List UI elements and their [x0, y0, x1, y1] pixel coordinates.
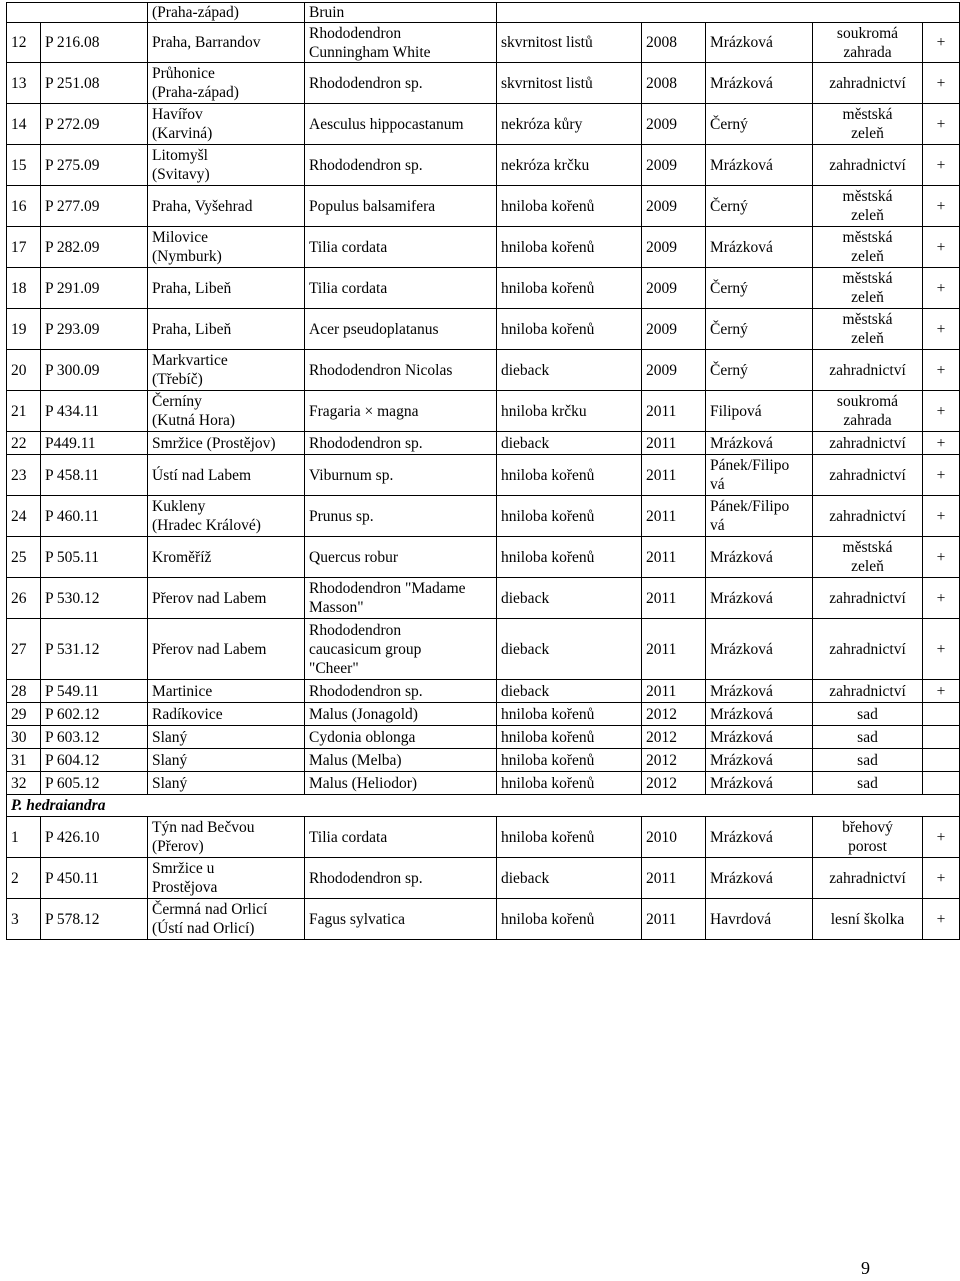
cell-author: Pánek/Filipo vá — [706, 455, 813, 496]
cell-symptom: hniloba kořenů — [497, 772, 642, 795]
cell-code: P449.11 — [41, 432, 148, 455]
cell-code: P 291.09 — [41, 268, 148, 309]
cell-symptom: skvrnitost listů — [497, 23, 642, 63]
cell-empty — [7, 3, 148, 23]
cell-number: 29 — [7, 703, 41, 726]
cell-number: 18 — [7, 268, 41, 309]
cell-site: zahradnictví — [813, 578, 923, 619]
cell-site: zahradnictví — [813, 350, 923, 391]
cell-symptom: hniloba kořenů — [497, 703, 642, 726]
cell-year: 2009 — [642, 145, 706, 186]
cell-year: 2012 — [642, 703, 706, 726]
cell-year: 2011 — [642, 578, 706, 619]
cell-locality: Čermná nad Orlicí (Ústí nad Orlicí) — [148, 899, 305, 940]
cell-code: P 272.09 — [41, 104, 148, 145]
page-number: 9 — [861, 1258, 870, 1278]
cell-locality: Slaný — [148, 726, 305, 749]
cell-number: 30 — [7, 726, 41, 749]
cell-author: Mrázková — [706, 63, 813, 104]
cell-symptom: hniloba krčku — [497, 391, 642, 432]
cell-code: P 251.08 — [41, 63, 148, 104]
cell-code: P 530.12 — [41, 578, 148, 619]
table-row — [7, 227, 960, 268]
cell-author: Černý — [706, 309, 813, 350]
cell-number: 3 — [7, 899, 41, 940]
cell-year: 2009 — [642, 350, 706, 391]
cell-author: Mrázková — [706, 578, 813, 619]
cell-author: Černý — [706, 104, 813, 145]
cell-site: lesní školka — [813, 899, 923, 940]
cell-author: Filipová — [706, 391, 813, 432]
cell-number: 15 — [7, 145, 41, 186]
cell-code: P 603.12 — [41, 726, 148, 749]
cell-locality: Slaný — [148, 749, 305, 772]
cell-site: zahradnictví — [813, 145, 923, 186]
cell-code: P 434.11 — [41, 391, 148, 432]
cell-locality: Praha, Libeň — [148, 309, 305, 350]
cell-site: zahradnictví — [813, 432, 923, 455]
cell-mark: + — [923, 63, 960, 104]
cell-symptom: hniloba kořenů — [497, 268, 642, 309]
cell-host: Rhododendron Cunningham White — [305, 23, 497, 63]
cell-year: 2012 — [642, 749, 706, 772]
cell-symptom: hniloba kořenů — [497, 186, 642, 227]
cell-mark — [923, 726, 960, 749]
cell-site: sad — [813, 703, 923, 726]
cell-locality: Přerov nad Labem — [148, 619, 305, 680]
cell-number: 20 — [7, 350, 41, 391]
cell-host: Acer pseudoplatanus — [305, 309, 497, 350]
cell-mark: + — [923, 391, 960, 432]
cell-code: P 275.09 — [41, 145, 148, 186]
cell-locality: Přerov nad Labem — [148, 578, 305, 619]
cell-author: Černý — [706, 268, 813, 309]
cell-author: Havrdová — [706, 899, 813, 940]
cell-site: sad — [813, 749, 923, 772]
cell-code: P 602.12 — [41, 703, 148, 726]
table-row — [7, 186, 960, 227]
cell-author: Mrázková — [706, 858, 813, 899]
cell-locality: Kroměříž — [148, 537, 305, 578]
cell-year: 2011 — [642, 455, 706, 496]
cell-host: Fagus sylvatica — [305, 899, 497, 940]
table-row — [7, 578, 960, 619]
cell-number: 19 — [7, 309, 41, 350]
table-row — [7, 858, 960, 899]
cell-host: Tilia cordata — [305, 227, 497, 268]
cell-locality: Černíny (Kutná Hora) — [148, 391, 305, 432]
cell-symptom: hniloba kořenů — [497, 899, 642, 940]
cell-symptom: dieback — [497, 680, 642, 703]
cell-code: P 426.10 — [41, 817, 148, 858]
cell-site: městská zeleň — [813, 309, 923, 350]
cell-code: P 505.11 — [41, 537, 148, 578]
cell-host: Rhododendron sp. — [305, 432, 497, 455]
cell-year: 2009 — [642, 186, 706, 227]
cell-number: 31 — [7, 749, 41, 772]
cell-symptom: dieback — [497, 578, 642, 619]
cell-mark: + — [923, 227, 960, 268]
cell-number: 25 — [7, 537, 41, 578]
cell-mark: + — [923, 817, 960, 858]
cell-site: soukromá zahrada — [813, 23, 923, 63]
cell-locality: Martinice — [148, 680, 305, 703]
cell-year: 2009 — [642, 104, 706, 145]
cell-year: 2011 — [642, 432, 706, 455]
table-row — [7, 899, 960, 940]
cell-symptom: hniloba kořenů — [497, 726, 642, 749]
cell-symptom: dieback — [497, 432, 642, 455]
cell-mark: + — [923, 145, 960, 186]
cell-mark: + — [923, 578, 960, 619]
cell-locality: Kukleny (Hradec Králové) — [148, 496, 305, 537]
cell-author: Mrázková — [706, 680, 813, 703]
cell-locality: Smržice (Prostějov) — [148, 432, 305, 455]
cell-mark: + — [923, 432, 960, 455]
cell-author: Mrázková — [706, 537, 813, 578]
cell-locality: Průhonice (Praha-západ) — [148, 63, 305, 104]
cell-host: Rhododendron sp. — [305, 858, 497, 899]
cell-symptom: skvrnitost listů — [497, 63, 642, 104]
table-row — [7, 268, 960, 309]
cell-symptom: hniloba kořenů — [497, 537, 642, 578]
cell-author: Mrázková — [706, 726, 813, 749]
table-row — [7, 619, 960, 680]
cell-mark: + — [923, 899, 960, 940]
cell-site: soukromá zahrada — [813, 391, 923, 432]
cell-mark: + — [923, 186, 960, 227]
cell-host: Rhododendron sp. — [305, 145, 497, 186]
section-title: P. hedraiandra — [7, 795, 960, 817]
cell-site: městská zeleň — [813, 186, 923, 227]
cell-host: Viburnum sp. — [305, 455, 497, 496]
cell-site: zahradnictví — [813, 680, 923, 703]
cell-year: 2010 — [642, 817, 706, 858]
cell-symptom: hniloba kořenů — [497, 227, 642, 268]
table-row — [7, 749, 960, 772]
cell-mark: + — [923, 104, 960, 145]
table-row — [7, 703, 960, 726]
cell-year: 2008 — [642, 23, 706, 63]
cell-locality: Radíkovice — [148, 703, 305, 726]
cell-locality: (Praha-západ) — [148, 3, 305, 23]
cell-number: 24 — [7, 496, 41, 537]
table-row — [7, 350, 960, 391]
cell-locality: Praha, Barrandov — [148, 23, 305, 63]
cell-locality: Praha, Libeň — [148, 268, 305, 309]
cell-host: Malus (Heliodor) — [305, 772, 497, 795]
cell-author: Mrázková — [706, 227, 813, 268]
cell-year: 2009 — [642, 309, 706, 350]
cell-mark: + — [923, 455, 960, 496]
table-row — [7, 680, 960, 703]
cell-mark: + — [923, 350, 960, 391]
cell-host: Rhododendron Nicolas — [305, 350, 497, 391]
cell-mark — [923, 772, 960, 795]
cell-number: 16 — [7, 186, 41, 227]
cell-year: 2011 — [642, 496, 706, 537]
cell-number: 26 — [7, 578, 41, 619]
cell-symptom: hniloba kořenů — [497, 309, 642, 350]
cell-year: 2008 — [642, 63, 706, 104]
table-row — [7, 772, 960, 795]
cell-symptom: hniloba kořenů — [497, 496, 642, 537]
cell-host: Rhododendron sp. — [305, 680, 497, 703]
table-row — [7, 726, 960, 749]
table-row — [7, 309, 960, 350]
cell-author: Mrázková — [706, 23, 813, 63]
cell-author: Černý — [706, 186, 813, 227]
cell-locality: Havířov (Karviná) — [148, 104, 305, 145]
cell-symptom: dieback — [497, 619, 642, 680]
cell-site: sad — [813, 772, 923, 795]
cell-number: 21 — [7, 391, 41, 432]
cell-symptom: nekróza kůry — [497, 104, 642, 145]
cell-locality: Týn nad Bečvou (Přerov) — [148, 817, 305, 858]
cell-mark: + — [923, 23, 960, 63]
cell-year: 2011 — [642, 680, 706, 703]
cell-year: 2011 — [642, 619, 706, 680]
cell-code: P 300.09 — [41, 350, 148, 391]
cell-code: P 293.09 — [41, 309, 148, 350]
cell-host: Rhododendron "Madame Masson" — [305, 578, 497, 619]
cell-author: Mrázková — [706, 432, 813, 455]
cell-code: P 216.08 — [41, 23, 148, 63]
cell-code: P 277.09 — [41, 186, 148, 227]
cell-mark: + — [923, 309, 960, 350]
table-row — [7, 432, 960, 455]
cell-mark: + — [923, 619, 960, 680]
cell-author: Černý — [706, 350, 813, 391]
cell-number: 22 — [7, 432, 41, 455]
cell-year: 2009 — [642, 268, 706, 309]
cell-author: Mrázková — [706, 817, 813, 858]
cell-year: 2011 — [642, 537, 706, 578]
cell-year: 2011 — [642, 391, 706, 432]
cell-locality: Smržice u Prostějova — [148, 858, 305, 899]
cell-site: městská zeleň — [813, 268, 923, 309]
cell-locality: Milovice (Nymburk) — [148, 227, 305, 268]
cell-host: Fragaria × magna — [305, 391, 497, 432]
cell-host: Populus balsamifera — [305, 186, 497, 227]
cell-author: Mrázková — [706, 703, 813, 726]
cell-site: zahradnictví — [813, 63, 923, 104]
cell-host: Quercus robur — [305, 537, 497, 578]
table-row — [7, 391, 960, 432]
cell-site: městská zeleň — [813, 104, 923, 145]
cell-host: Malus (Jonagold) — [305, 703, 497, 726]
isolates-table — [6, 2, 960, 940]
cell-number: 28 — [7, 680, 41, 703]
cell-number: 12 — [7, 23, 41, 63]
cell-code: P 605.12 — [41, 772, 148, 795]
cell-symptom: dieback — [497, 350, 642, 391]
cell-mark: + — [923, 858, 960, 899]
cell-code: P 460.11 — [41, 496, 148, 537]
cell-host: Malus (Melba) — [305, 749, 497, 772]
table-row-continuation — [7, 3, 960, 23]
cell-site: městská zeleň — [813, 537, 923, 578]
cell-site: zahradnictví — [813, 619, 923, 680]
cell-empty — [497, 3, 960, 23]
cell-locality: Ústí nad Labem — [148, 455, 305, 496]
cell-number: 27 — [7, 619, 41, 680]
cell-year: 2009 — [642, 227, 706, 268]
cell-code: P 531.12 — [41, 619, 148, 680]
table-row — [7, 63, 960, 104]
cell-code: P 578.12 — [41, 899, 148, 940]
cell-number: 2 — [7, 858, 41, 899]
cell-locality: Markvartice (Třebíč) — [148, 350, 305, 391]
cell-locality: Praha, Vyšehrad — [148, 186, 305, 227]
cell-symptom: hniloba kořenů — [497, 749, 642, 772]
cell-site: břehový porost — [813, 817, 923, 858]
cell-host: Tilia cordata — [305, 268, 497, 309]
cell-mark — [923, 749, 960, 772]
cell-symptom: hniloba kořenů — [497, 817, 642, 858]
cell-code: P 450.11 — [41, 858, 148, 899]
cell-mark: + — [923, 496, 960, 537]
cell-locality: Litomyšl (Svitavy) — [148, 145, 305, 186]
cell-host: Prunus sp. — [305, 496, 497, 537]
cell-year: 2011 — [642, 858, 706, 899]
cell-number: 1 — [7, 817, 41, 858]
cell-number: 13 — [7, 63, 41, 104]
cell-site: zahradnictví — [813, 496, 923, 537]
cell-site: sad — [813, 726, 923, 749]
cell-year: 2011 — [642, 899, 706, 940]
table-row — [7, 145, 960, 186]
cell-author: Pánek/Filipo vá — [706, 496, 813, 537]
cell-year: 2012 — [642, 772, 706, 795]
cell-code: P 549.11 — [41, 680, 148, 703]
cell-mark: + — [923, 268, 960, 309]
cell-host: Aesculus hippocastanum — [305, 104, 497, 145]
cell-code: P 282.09 — [41, 227, 148, 268]
cell-author: Mrázková — [706, 772, 813, 795]
cell-symptom: hniloba kořenů — [497, 455, 642, 496]
cell-symptom: dieback — [497, 858, 642, 899]
cell-number: 14 — [7, 104, 41, 145]
cell-mark: + — [923, 680, 960, 703]
cell-number: 23 — [7, 455, 41, 496]
cell-site: zahradnictví — [813, 455, 923, 496]
table-row — [7, 23, 960, 63]
cell-site: zahradnictví — [813, 858, 923, 899]
cell-host: Bruin — [305, 3, 497, 23]
section-header-row — [7, 795, 960, 817]
cell-mark: + — [923, 537, 960, 578]
cell-host: Cydonia oblonga — [305, 726, 497, 749]
cell-host: Rhododendron sp. — [305, 63, 497, 104]
cell-number: 32 — [7, 772, 41, 795]
table-row — [7, 455, 960, 496]
cell-site: městská zeleň — [813, 227, 923, 268]
table-row — [7, 537, 960, 578]
cell-author: Mrázková — [706, 619, 813, 680]
table-row — [7, 496, 960, 537]
cell-author: Mrázková — [706, 145, 813, 186]
cell-author: Mrázková — [706, 749, 813, 772]
cell-host: Tilia cordata — [305, 817, 497, 858]
table-row — [7, 817, 960, 858]
cell-code: P 604.12 — [41, 749, 148, 772]
cell-year: 2012 — [642, 726, 706, 749]
cell-locality: Slaný — [148, 772, 305, 795]
cell-code: P 458.11 — [41, 455, 148, 496]
cell-mark — [923, 703, 960, 726]
cell-number: 17 — [7, 227, 41, 268]
cell-symptom: nekróza krčku — [497, 145, 642, 186]
cell-host: Rhododendron caucasicum group "Cheer" — [305, 619, 497, 680]
table-row — [7, 104, 960, 145]
